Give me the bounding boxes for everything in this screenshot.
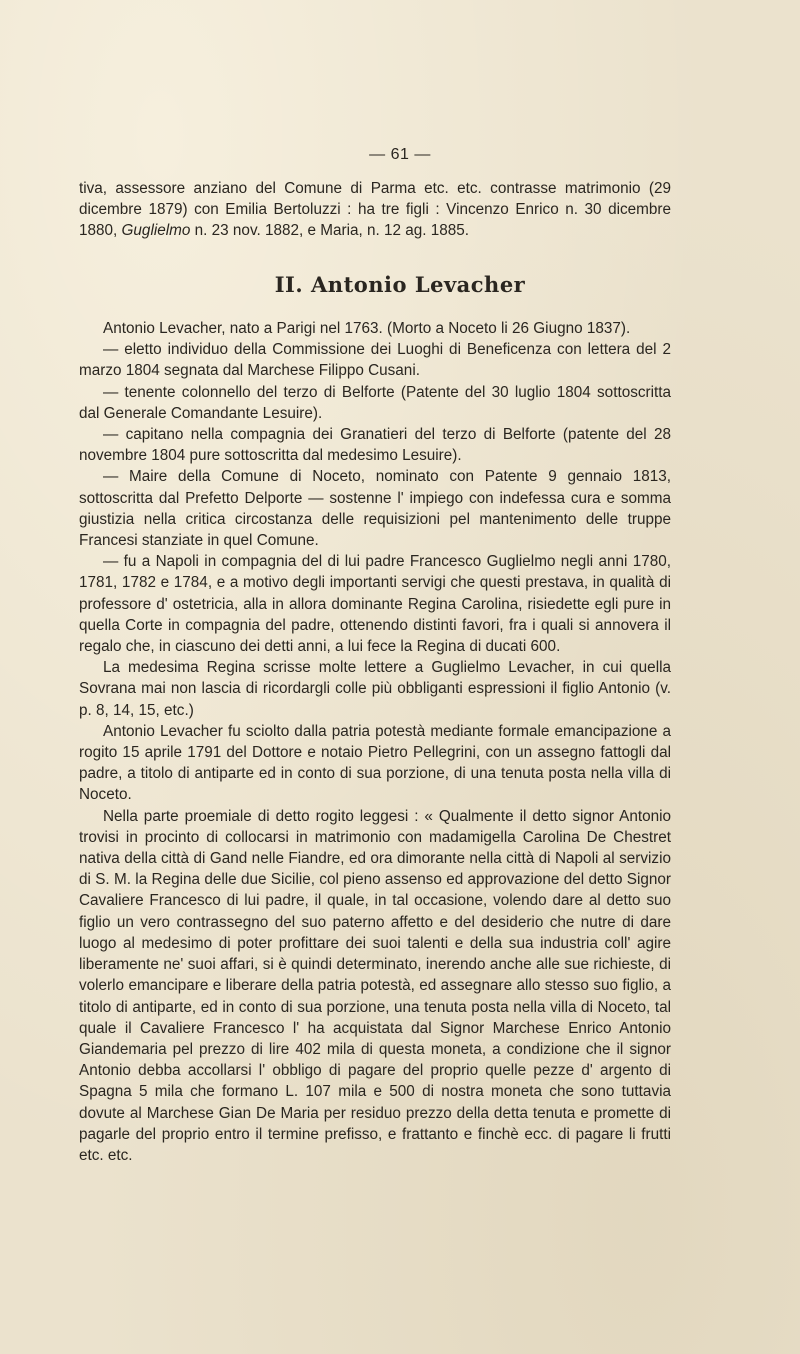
body-paragraph: — eletto individuo della Commissione dei Luoghi di Beneficenza con lettera del 2 marzo 1804 segnata dal Marchese Filippo Cusani. bbox=[79, 341, 671, 380]
intro-text-part-a: tiva, assessore anziano del Comune di Parma etc. etc. contrasse matrimonio (29 dicembre 1879) con Emilia Bertoluzzi : ha tre figli : Vincenzo Enrico n. 30 dicembre 1880, bbox=[79, 180, 671, 240]
page-number: — 61 — bbox=[369, 146, 431, 163]
intro-text-emphasis: Guglielmo bbox=[121, 222, 191, 240]
body-paragraph: — capitano nella compagnia dei Granatieri del terzo di Belforte (patente del 28 novembre 1804 pure sottoscritta dal medesimo Lesuire). bbox=[79, 426, 671, 465]
body-paragraph: — tenente colonnello del terzo di Belforte (Patente del 30 luglio 1804 sottoscritta dal Generale Comandante Lesuire). bbox=[79, 383, 671, 422]
body-paragraph: La medesima Regina scrisse molte lettere a Guglielmo Levacher, in cui quella Sovrana mai non lascia di ricordargli colle più obbliganti espressioni il figlio Antonio (v. p. 8, 14, 15, etc.) bbox=[79, 659, 671, 719]
intro-paragraph bbox=[79, 178, 671, 242]
body-paragraph: Nella parte proemiale di detto rogito leggesi : « Qualmente il detto signor Antonio trovisi in procinto di collocarsi in matrimonio con madamigella Carolina De Chestret nativa della città di Gand nelle Fiandre, ed ora dimorante nella città di Napoli al servizio di S. M. la Regina delle due Sicilie, col pieno assenso ed approvazione del detto Signor Cavaliere Francesco di lui padre, il quale, in tal occasione, volendo dare al detto suo figlio un vero contrassegno del suo paterno affetto e del desiderio che nutre di dare luogo al medesimo di poter profittare dei suoi talenti e della sua industria coll' agire liberamente ne' suoi affari, si è quindi determinato, inerendo anche alle sue richieste, di volerlo emancipare e liberare della patria potestà, ed assegnare allo stesso suo figlio, a titolo di antiparte, ed in conto di sua porzione, una tenuta posta nella villa di Noceto, tal quale il Cavaliere Francesco l' ha acquistata dal Signor Marchese Enrico Antonio Giandemaria pel prezzo di lire 402 mila di questa moneta, a condizione che il signor Antonio debba accollarsi l' obbligo di pagare del proprio quelle pezze d' argento di Spagna 5 mila che formano L. 107 mila e 500 di nostra moneta che sono tuttavia dovute al Marchese Gian De Maria per residuo prezzo della detta tenuta e promette di pagarle del proprio entro il termine prefisso, e frattanto e finchè ecc. di pagare li frutti etc. etc. bbox=[79, 807, 671, 1164]
section-heading: II. Antonio Levacher bbox=[274, 272, 526, 297]
intro-text bbox=[79, 178, 671, 242]
body-paragraph: Antonio Levacher, nato a Parigi nel 1763. (Morto a Noceto li 26 Giugno 1837). bbox=[103, 320, 631, 337]
body-paragraph: — fu a Napoli in compagnia del di lui padre Francesco Guglielmo negli anni 1780, 1781, 1782 e 1784, e a motivo degli importanti servigi che questi prestava, in qualità di professore d' ostetricia, alla in allora dominante Regina Carolina, risiedette egli pure in quella Corte in compagnia del padre, ottenendo distinti favori, fra i quali si annovera il regalo che, in ciascuno dei detti anni, a lui fece la Regina di ducati 600. bbox=[79, 553, 671, 656]
body-paragraph: — Maire della Comune di Noceto, nominato con Patente 9 gennaio 1813, sottoscritta dal Prefetto Delporte — sostenne l' impiego con indefessa cura e somma giustizia nella critica circostanza delle requisizioni pel mantenimento delle truppe Francesi stanziate in quel Comune. bbox=[79, 468, 671, 550]
section-body bbox=[79, 318, 671, 1166]
intro-text-part-b: n. 23 nov. 1882, e Maria, n. 12 ag. 1885. bbox=[190, 222, 470, 240]
body-paragraph: Antonio Levacher fu sciolto dalla patria potestà mediante formale emancipazione a rogito 15 aprile 1791 del Dottore e notaio Pietro Pellegrini, con un assegno fattogli dal padre, a titolo di antiparte ed in conto di sua porzione, di una tenuta posta nella villa di Noceto. bbox=[79, 722, 671, 804]
